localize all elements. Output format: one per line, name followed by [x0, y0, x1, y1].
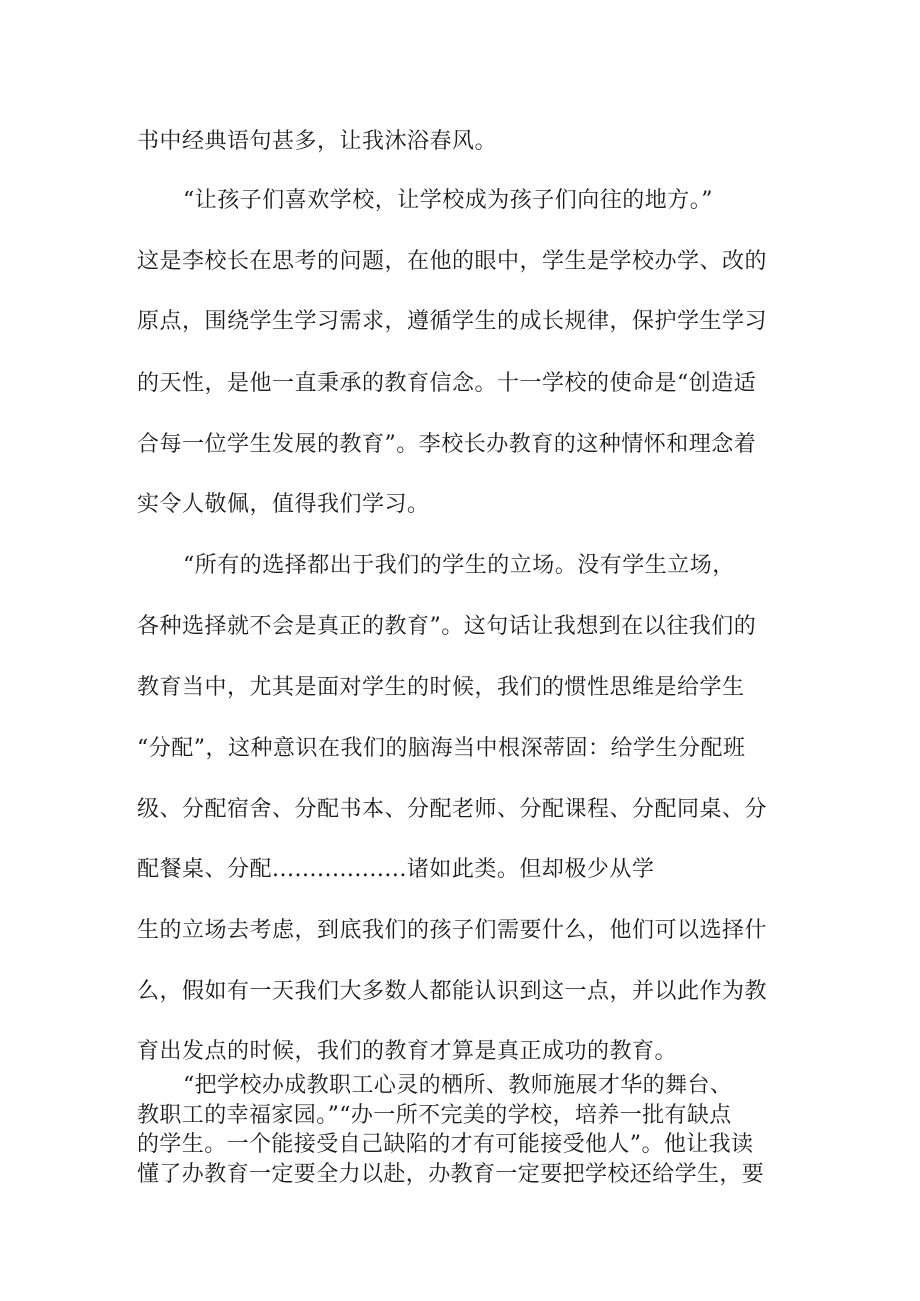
text-line: 这是李校长在思考的问题，在他的眼中，学生是学校办学、改的: [137, 249, 768, 274]
text-line: 么，假如有一天我们大多数人都能认识到这一点，并以此作为教: [137, 979, 768, 1004]
text-line: 育出发点的时候，我们的教育才算是真正成功的教育。: [137, 1039, 678, 1064]
text-line: “所有的选择都出于我们的学生的立场。没有学生立场，: [183, 553, 735, 578]
text-line: 各种选择就不会是真正的教育”。这句话让我想到在以往我们的: [137, 614, 757, 639]
text-line: 配餐桌、分配..................诸如此类。但却极少从学: [137, 857, 655, 882]
text-line: “分配”，这种意识在我们的脑海当中根深蒂固：给学生分配班: [137, 736, 746, 761]
text-line: 书中经典语句甚多，让我沐浴春风。: [137, 129, 498, 154]
text-line: 的学生。一个能接受自己缺陷的才有可能接受他人”。他让我读: [137, 1132, 754, 1157]
text-line: 级、分配宿舍、分配书本、分配老师、分配课程、分配同桌、分: [137, 797, 768, 822]
text-line: “把学校办成教职工心灵的栖所、教师施展才华的舞台、: [183, 1073, 733, 1098]
text-line: 生的立场去考虑，到底我们的孩子们需要什么，他们可以选择什: [137, 918, 768, 943]
text-line: 原点，围绕学生学习需求，遵循学生的成长规律，保护学生学习: [137, 309, 768, 334]
text-line: 实令人敬佩，值得我们学习。: [137, 492, 430, 517]
text-line: 教职工的幸福家园。”“办一所不完美的学校，培养一批有缺点: [137, 1103, 732, 1128]
text-line: “让孩子们喜欢学校，让学校成为孩子们向往的地方。”: [183, 188, 713, 213]
text-line: 合每一位学生发展的教育”。李校长办教育的这种情怀和理念着: [137, 432, 757, 457]
text-line: 教育当中，尤其是面对学生的时候，我们的惯性思维是给学生: [137, 675, 745, 700]
text-line: 的天性，是他一直秉承的教育信念。十一学校的使命是“创造适: [137, 371, 757, 396]
text-line: 懂了办教育一定要全力以赴，办教育一定要把学校还给学生，要: [137, 1162, 765, 1187]
